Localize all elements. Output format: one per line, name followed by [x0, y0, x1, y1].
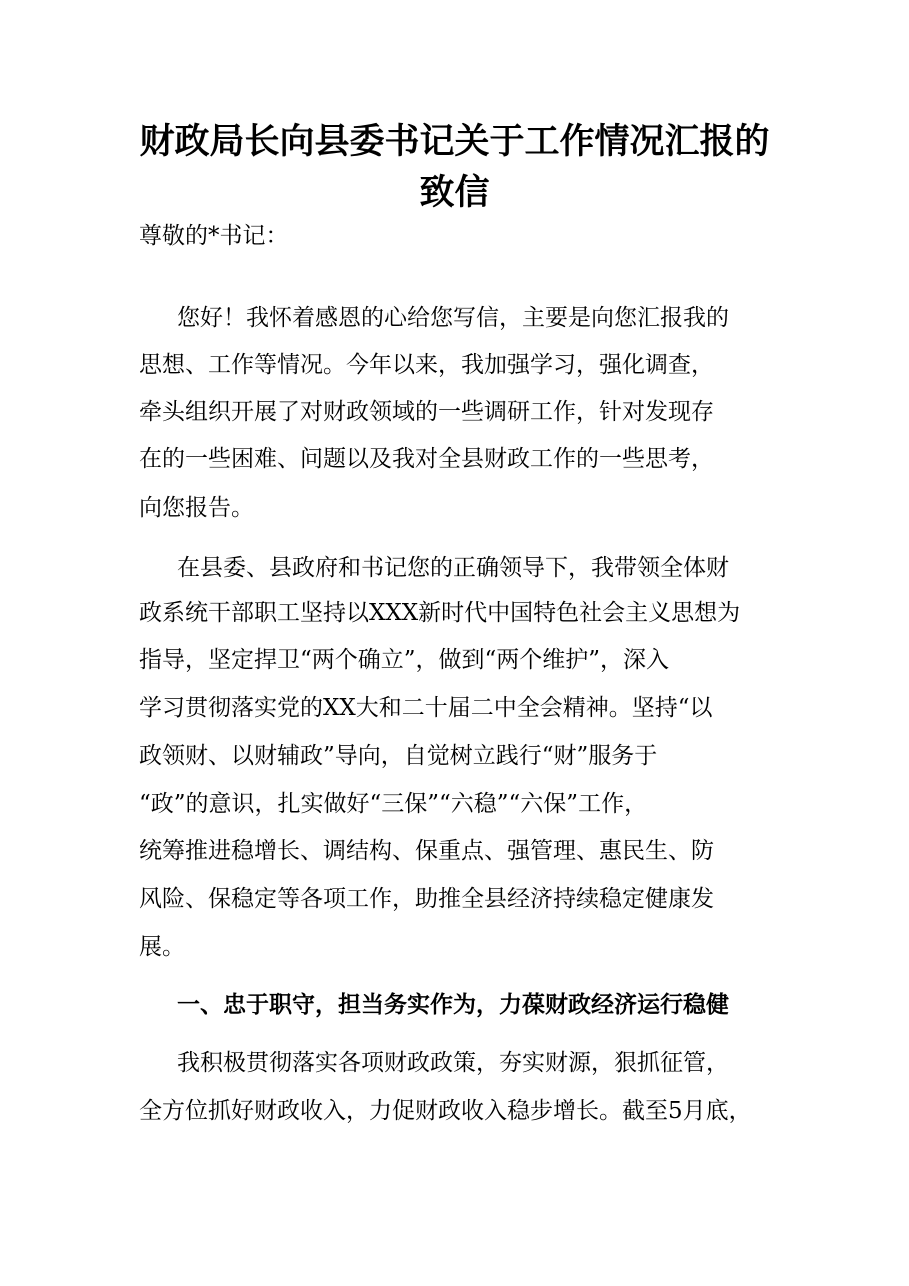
- paragraph-2-line: 政领财、以财辅政”导向，自觉树立践行“财”服务于: [139, 743, 658, 769]
- salutation: 尊敬的*书记：: [139, 223, 289, 249]
- section-heading-1: 一、忠于职守，担当务实作为，力葆财政经济运行稳健: [177, 991, 729, 1018]
- paragraph-2-line: 指导，坚定捍卫“两个确立”，做到“两个维护”，深入: [139, 647, 670, 673]
- paragraph-3-line: 我积极贯彻落实各项财政政策，夯实财源，狠抓征管，: [177, 1050, 729, 1076]
- paragraph-2-line: 学习贯彻落实党的XX大和二十届二中全会精神。坚持“以: [139, 695, 713, 721]
- paragraph-2-line: 展。: [139, 934, 185, 960]
- paragraph-3-line: 全方位抓好财政收入，力促财政收入稳步增长。截至5月底，: [139, 1098, 752, 1124]
- paragraph-1-line: 牵头组织开展了对财政领域的一些调研工作，针对发现存: [139, 399, 714, 425]
- paragraph-2-line: 政系统干部职工坚持以XXX新时代中国特色社会主义思想为: [139, 600, 741, 626]
- paragraph-1-line: 思想、工作等情况。今年以来，我加强学习，强化调查，: [139, 352, 714, 378]
- paragraph-2-line: 在县委、县政府和书记您的正确领导下，我带领全体财: [177, 555, 729, 581]
- paragraph-2-line: 风险、保稳定等各项工作，助推全县经济持续稳定健康发: [139, 886, 714, 912]
- document-title-line-1: 财政局长向县委书记关于工作情况汇报的: [139, 121, 770, 162]
- paragraph-2-line: 统筹推进稳增长、调结构、保重点、强管理、惠民生、防: [139, 838, 714, 864]
- paragraph-2-line: “政”的意识，扎实做好“三保”“六稳”“六保”工作，: [139, 791, 648, 817]
- paragraph-1-line: 向您报告。: [139, 495, 254, 521]
- document-title-line-2: 致信: [419, 172, 490, 213]
- paragraph-1-line: 您好！我怀着感恩的心给您写信，主要是向您汇报我的: [177, 305, 729, 331]
- paragraph-1-line: 在的一些困难、问题以及我对全县财政工作的一些思考，: [139, 446, 714, 472]
